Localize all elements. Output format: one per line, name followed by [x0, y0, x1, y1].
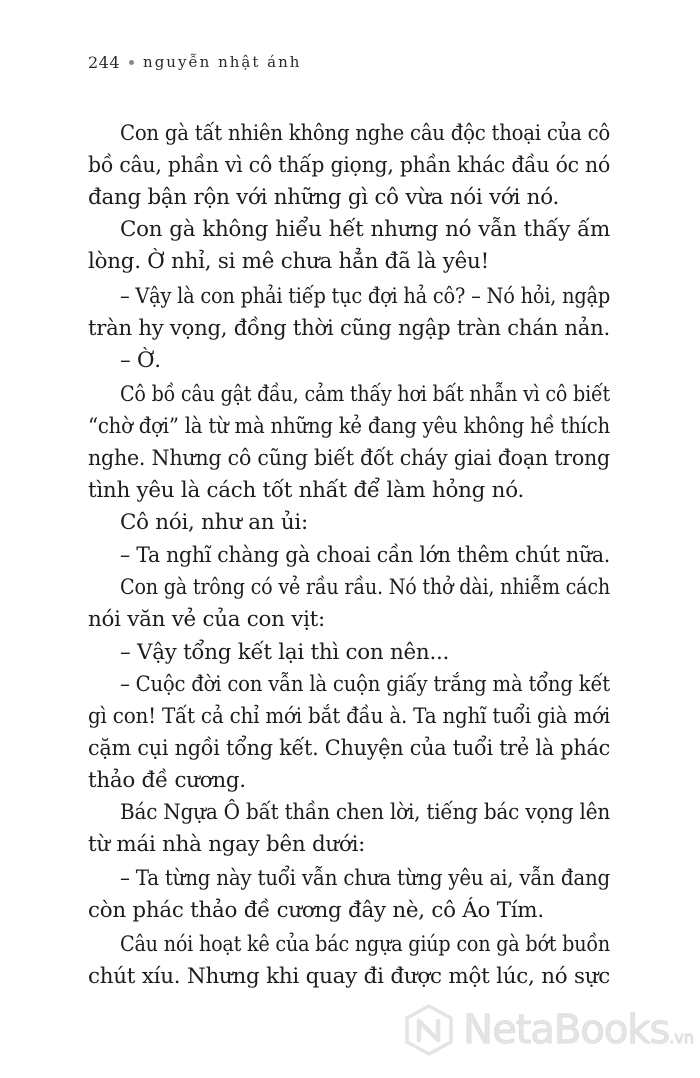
text-line: Con gà không hiểu hết nhưng nó vẫn thấy ấm	[120, 217, 611, 242]
text-line: thảo đề cương.	[88, 768, 246, 793]
text-line: đang bận rộn với những gì cô vừa nói với nó.	[88, 185, 559, 210]
text-line: Câu nói hoạt kê của bác ngựa giúp con gà bớt buồn	[120, 932, 611, 957]
text-line: – Ta nghĩ chàng gà choai cần lớn thêm chút nữa.	[120, 543, 611, 568]
text-line: Cô bồ câu gật đầu, cảm thấy hơi bất nhẫn vì cô biết	[120, 382, 611, 407]
netabooks-logo-icon	[403, 1004, 455, 1056]
text-line: gì con! Tất cả chỉ mới bắt đầu à. Ta nghĩ tuổi già mới	[88, 704, 611, 729]
text-line: lòng. Ờ nhỉ, si mê chưa hẳn đã là yêu!	[88, 249, 489, 274]
text-line: tình yêu là cách tốt nhất để làm hỏng nó.	[88, 478, 525, 503]
watermark-brand: NetaBooks.vn	[463, 1007, 694, 1053]
text-line: – Cuộc đời con vẫn là cuộn giấy trắng mà tổng kết	[120, 672, 610, 697]
page-number: 244	[88, 52, 121, 72]
text-line: nghe. Nhưng cô cũng biết đốt cháy giai đoạn trong	[88, 446, 610, 471]
text-line: từ mái nhà ngay bên dưới:	[88, 832, 366, 857]
text-line: – Ờ.	[120, 348, 161, 373]
text-line: Cô nói, như an ủi:	[120, 510, 308, 535]
text-line: nói văn vẻ của con vịt:	[88, 607, 325, 632]
text-line: tràn hy vọng, đồng thời cũng ngập tràn chán nản.	[88, 316, 611, 341]
text-line: “chờ đợi” là từ mà những kẻ đang yêu không hề thích	[88, 414, 610, 439]
text-line: Con gà trông có vẻ rầu rầu. Nó thở dài, nhiễm cách	[120, 575, 610, 600]
text-line: bồ câu, phần vì cô thấp giọng, phần khác đầu óc nó	[88, 153, 611, 178]
text-line: – Vậy tổng kết lại thì con nên...	[120, 640, 450, 665]
running-head	[88, 52, 301, 72]
text-line: Bác Ngựa Ô bất thần chen lời, tiếng bác vọng lên	[120, 800, 611, 825]
text-line: cặm cụi ngồi tổng kết. Chuyện của tuổi trẻ là phác	[88, 736, 611, 761]
watermark	[403, 1004, 694, 1056]
author-name: nguyễn nhật ánh	[143, 53, 302, 71]
separator-dot-icon	[129, 60, 134, 65]
text-line: Con gà tất nhiên không nghe câu độc thoại của cô	[120, 121, 611, 146]
text-line: chút xíu. Nhưng khi quay đi được một lúc, nó sực	[88, 964, 611, 989]
text-line: – Vậy là con phải tiếp tục đợi hả cô? – Nó hỏi, ngập	[120, 284, 611, 309]
text-line: – Ta từng này tuổi vẫn chưa từng yêu ai, vẫn đang	[120, 866, 611, 891]
text-line: còn phác thảo đề cương đây nè, cô Áo Tím.	[88, 898, 544, 923]
